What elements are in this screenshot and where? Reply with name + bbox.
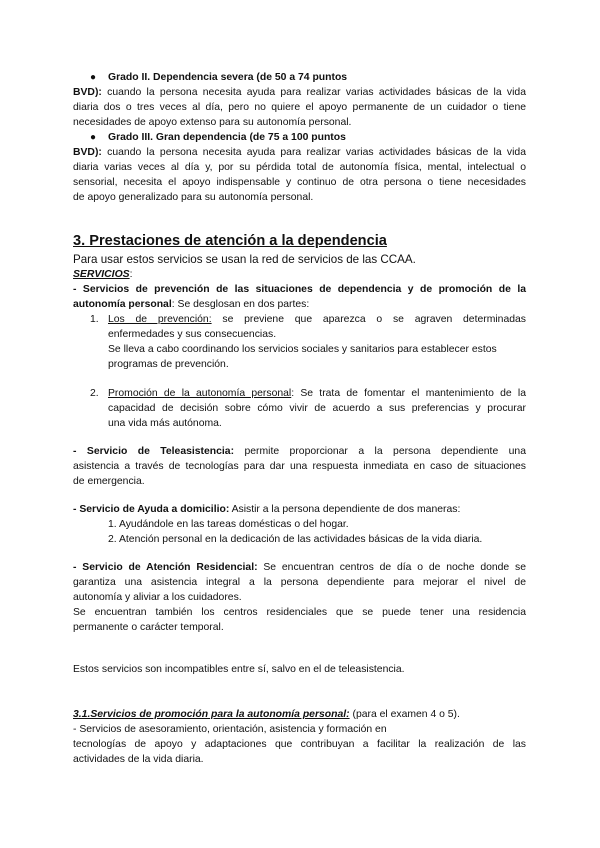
- teleasistencia-line-3: de emergencia.: [73, 476, 145, 487]
- prevencion-item-2-line-2: capacidad de decisión sobre cómo vivir de acuerdo a sus preferencias y procurar: [108, 403, 526, 414]
- ayuda-domicilio-item-1: 1. Ayudándole en las tareas domésticas o del hogar.: [108, 519, 349, 530]
- bullet-grado-2: ●: [90, 72, 97, 83]
- grado-2-title: Grado II. Dependencia severa (de 50 a 74 puntos: [108, 72, 348, 83]
- grado-3-line-2: diaria varias veces al día y, por su pérdida total de autonomía física, mental, intelectual o: [73, 162, 526, 173]
- grado-3-title: Grado III. Gran dependencia (de 75 a 100 puntos: [108, 132, 346, 143]
- prevencion-item-2-line-1: Promoción de la autonomía personal: Se trata de fomentar el mantenimiento de la: [108, 388, 526, 399]
- ayuda-domicilio-item-2: 2. Atención personal en la dedicación de las actividades básicas de la vida diaria.: [108, 534, 483, 545]
- grado-2-line-1: BVD): cuando la persona necesita ayuda para realizar varias actividades básicas de la vida: [73, 87, 526, 98]
- incompatibles-note: Estos servicios son incompatibles entre sí, salvo en el de teleasistencia.: [73, 664, 405, 675]
- residencial-line-2: garantiza una asistencia integral a la persona dependiente para mejorar el nivel de: [73, 577, 526, 588]
- prevencion-item-1-line-1: Los de prevención: se previene que aparezca o se agraven determinadas: [108, 314, 526, 325]
- residencial-line-3: autonomía y aliviar a los cuidadores.: [73, 592, 242, 603]
- residencial-line-1: - Servicio de Atención Residencial: Se encuentran centros de día o de noche donde se: [73, 562, 526, 573]
- grado-3-line-4: de apoyo generalizado para su autonomía personal.: [73, 192, 314, 203]
- ayuda-domicilio-line-1: - Servicio de Ayuda a domicilio: Asistir a la persona dependiente de dos maneras:: [73, 504, 461, 515]
- prevencion-item-2-line-3: una vida más autónoma.: [108, 418, 222, 429]
- prevencion-item-1-line-3: Se lleva a cabo coordinando los servicios sociales y sanitarios para establecer estos: [108, 344, 497, 355]
- prevencion-item-1-line-2: enfermedades y sus consecuencias.: [108, 329, 277, 340]
- prevencion-item-1-line-4: programas de prevención.: [108, 359, 229, 370]
- section-3-heading: 3. Prestaciones de atención a la dependencia: [73, 233, 387, 249]
- teleasistencia-line-2: asistencia a través de tecnologías para dar una respuesta inmediata en caso de situaciones: [73, 461, 526, 472]
- bullet-grado-3: ●: [90, 132, 97, 143]
- section-3-1-heading: 3.1.Servicios de promoción para la autonomía personal: (para el examen 4 o 5).: [73, 709, 460, 720]
- prevencion-item-2-number: 2.: [90, 388, 99, 399]
- grado-2-line-2: diaria dos o tres veces al día, pero no quiere el apoyo permanente de un cuidador o tiene: [73, 102, 526, 113]
- servicios-label: SERVICIOS:: [73, 269, 133, 280]
- section-3-1-line-1: - Servicios de asesoramiento, orientación, asistencia y formación en: [73, 724, 387, 735]
- residencial-line-4: Se encuentran también los centros residenciales que se puede tener una residencia: [73, 607, 526, 618]
- section-3-1-line-2: tecnologías de apoyo y adaptaciones que contribuyan a facilitar la realización de las: [73, 739, 526, 750]
- section-3-1-line-3: actividades de la vida diaria.: [73, 754, 204, 765]
- prevencion-item-1-number: 1.: [90, 314, 99, 325]
- residencial-line-5: permanente o carácter temporal.: [73, 622, 224, 633]
- teleasistencia-line-1: - Servicio de Teleasistencia: permite proporcionar a la persona dependiente una: [73, 446, 526, 457]
- prevencion-title-line-1: - Servicios de prevención de las situaciones de dependencia y de promoción de la: [73, 284, 526, 295]
- prevencion-title-line-2: autonomía personal: Se desglosan en dos partes:: [73, 299, 310, 310]
- grado-2-line-3: necesidades de apoyo extenso para su autonomía personal.: [73, 117, 352, 128]
- section-3-intro: Para usar estos servicios se usan la red de servicios de las CCAA.: [73, 253, 416, 266]
- grado-3-line-3: sensorial, necesita el apoyo indispensable y continuo de otra persona o tiene necesidades: [73, 177, 526, 188]
- grado-3-line-1: BVD): cuando la persona necesita ayuda para realizar varias actividades básicas de la vida: [73, 147, 526, 158]
